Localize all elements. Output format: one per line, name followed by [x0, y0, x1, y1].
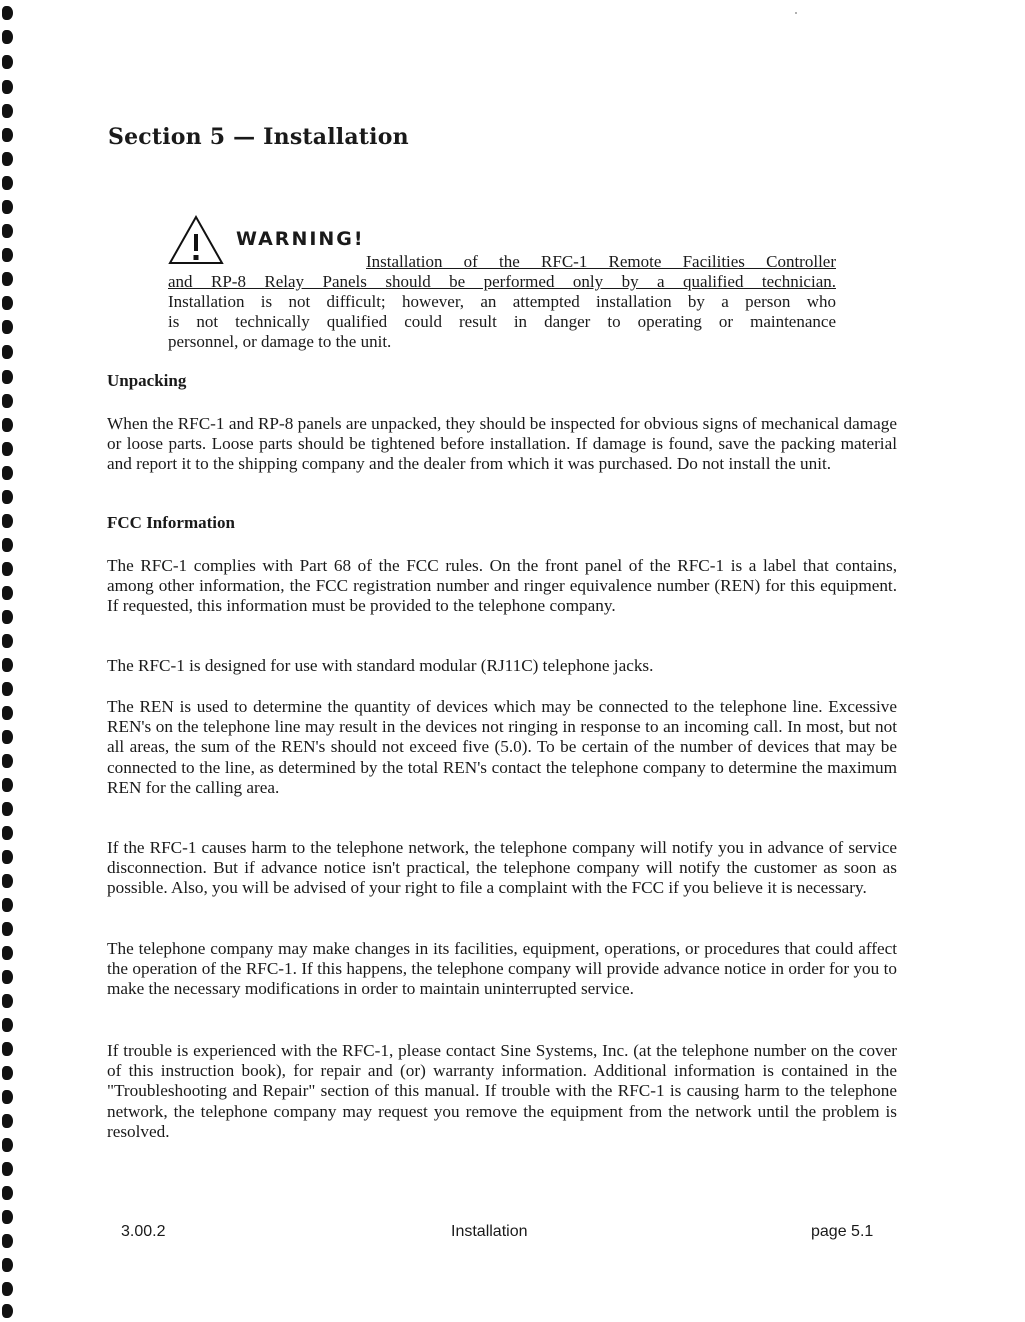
fcc-heading: FCC Information	[107, 513, 235, 532]
fcc-paragraph-3: The REN is used to determine the quantity of devices which may be connected to the telephone line. Excessive REN's on the telephone line may result in the devices not ringing in response to an incoming call. In most, but not all areas, the sum of the REN's should not exceed five (5.0). To be certain of the number of devices that may be connected to the line, as determined by the total REN's contact the telephone company to determine the maximum REN for the calling area.	[107, 697, 897, 797]
scan-speck	[795, 12, 797, 14]
fcc-paragraph-5: The telephone company may make changes in its facilities, equipment, operations, or procedures that could affect the operation of the RFC-1. If this happens, the telephone company will provide advance notice in order for you to make the necessary modifications in order to maintain uninterrupted service.	[107, 939, 897, 999]
unpacking-heading: Unpacking	[107, 371, 187, 390]
warning-line-4: is not technically qualified could result in danger to operating or maintenance	[168, 312, 836, 331]
warning-underlined-line-1: Installation of the RFC-1 Remote Facilities Controller	[366, 252, 836, 271]
fcc-paragraph-6: If trouble is experienced with the RFC-1, please contact Sine Systems, Inc. (at the telephone number on the cover of this instruction book), for repair and (or) warranty information. Additional information is contained in the "Troubleshooting and Repair" section of this manual. If trouble with the RFC-1 is causing harm to the telephone network, the telephone company may request you remove the equipment from the network until the problem is resolved.	[107, 1041, 897, 1141]
fcc-paragraph-4: If the RFC-1 causes harm to the telephone network, the telephone company will notify you in advance of service disconnection. But if advance notice isn't practical, the telephone company will notify the customer as soon as possible. Also, you will be advised of your right to file a complaint with the FCC if you believe it is necessary.	[107, 838, 897, 898]
binding-holes	[0, 0, 26, 1322]
fcc-paragraph-2: The RFC-1 is designed for use with standard modular (RJ11C) telephone jacks.	[107, 656, 654, 675]
warning-line-3: Installation is not difficult; however, an attempted installation by a person who	[168, 292, 836, 311]
footer-section: Installation	[451, 1223, 528, 1240]
warning-text	[168, 252, 836, 352]
footer-page-number: page 5.1	[811, 1223, 874, 1240]
unpacking-paragraph: When the RFC-1 and RP-8 panels are unpacked, they should be inspected for obvious signs of mechanical damage or loose parts. Loose parts should be tightened before installation. If damage is found, save the packing material and report it to the shipping company and the dealer from which it was purchased. Do not install the unit.	[107, 414, 897, 474]
warning-title: WARNING!	[236, 228, 365, 250]
warning-line-5: personnel, or damage to the unit.	[168, 332, 392, 351]
footer-revision: 3.00.2	[121, 1223, 166, 1240]
warning-underlined-line-2: and RP-8 Relay Panels should be performed only by a qualified technician.	[168, 272, 836, 291]
section-title: Section 5 — Installation	[108, 124, 409, 150]
fcc-paragraph-1: The RFC-1 complies with Part 68 of the FCC rules. On the front panel of the RFC-1 is a label that contains, among other information, the FCC registration number and ringer equivalence number (REN) for this equipment. If requested, this information must be provided to the telephone company.	[107, 556, 897, 616]
